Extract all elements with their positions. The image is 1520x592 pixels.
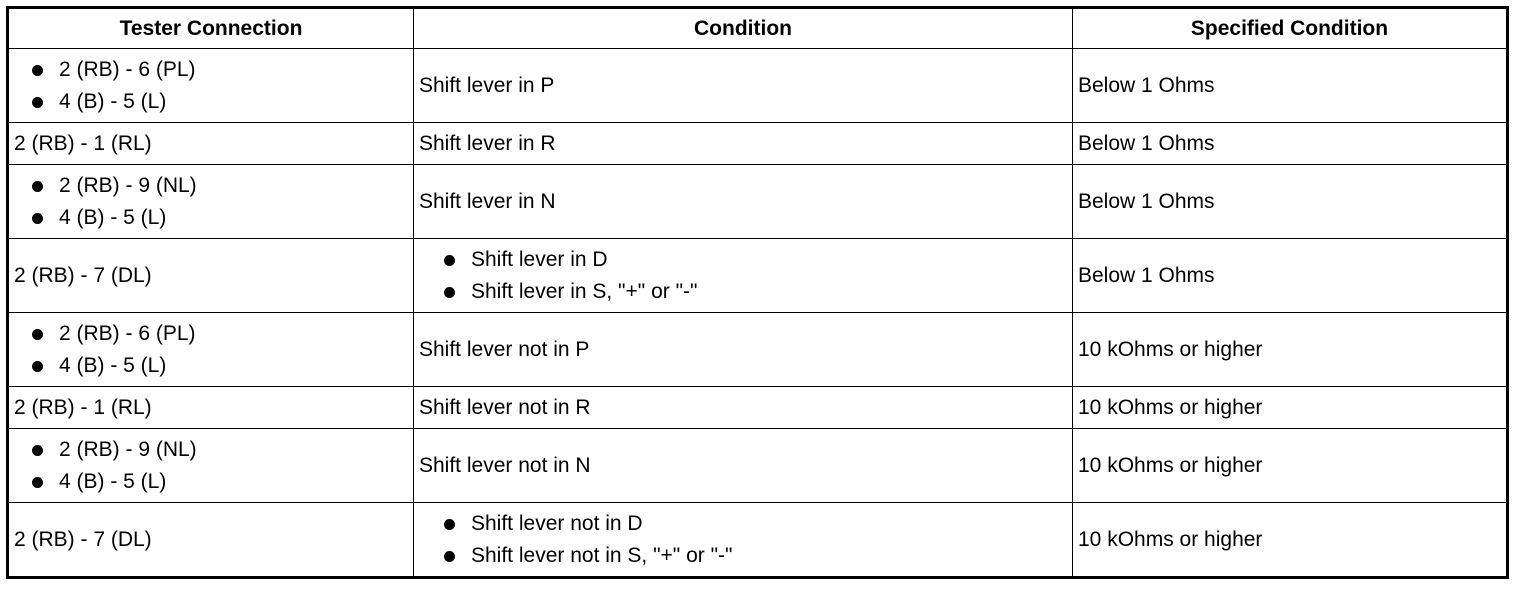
bullet-list (419, 244, 1067, 308)
specified-condition-cell: 10 kOhms or higher (1073, 429, 1508, 503)
table-row (8, 49, 1508, 123)
tester-connection-cell-text: 2 (RB) - 7 (DL) (14, 527, 152, 551)
bullet-list (14, 318, 408, 382)
condition-cell (414, 165, 1073, 239)
tester-connection-cell (8, 49, 414, 123)
header-condition: Condition (414, 8, 1073, 49)
specified-condition-cell: Below 1 Ohms (1073, 123, 1508, 165)
specified-condition-cell: 10 kOhms or higher (1073, 503, 1508, 578)
tester-connection-cell-text: 2 (RB) - 1 (RL) (14, 131, 152, 155)
specified-condition-cell: Below 1 Ohms (1073, 239, 1508, 313)
condition-cell (414, 387, 1073, 429)
table-row (8, 165, 1508, 239)
table-row (8, 387, 1508, 429)
table-body (8, 49, 1508, 578)
bullet-list (14, 54, 408, 118)
bullet-item: 4 (B) - 5 (L) (14, 86, 408, 118)
tester-connection-cell (8, 429, 414, 503)
header-specified-condition: Specified Condition (1073, 8, 1508, 49)
condition-cell-text: Shift lever not in P (419, 337, 590, 361)
bullet-item: 2 (RB) - 6 (PL) (14, 54, 408, 86)
bullet-item: 4 (B) - 5 (L) (14, 350, 408, 382)
table-row (8, 429, 1508, 503)
tester-connection-cell (8, 313, 414, 387)
tester-connection-cell (8, 165, 414, 239)
bullet-item: Shift lever not in D (419, 508, 1067, 540)
bullet-item: Shift lever in D (419, 244, 1067, 276)
tester-connection-cell (8, 503, 414, 578)
bullet-list (14, 434, 408, 498)
tester-connection-cell (8, 387, 414, 429)
condition-cell-text: Shift lever not in N (419, 453, 591, 477)
bullet-item: Shift lever in S, "+" or "-" (419, 276, 1067, 308)
condition-cell (414, 429, 1073, 503)
header-row (8, 8, 1508, 49)
condition-cell (414, 239, 1073, 313)
specified-condition-cell: Below 1 Ohms (1073, 165, 1508, 239)
specified-condition-cell: 10 kOhms or higher (1073, 387, 1508, 429)
spec-table (6, 6, 1509, 579)
table-row (8, 313, 1508, 387)
bullet-list (419, 508, 1067, 572)
condition-cell-text: Shift lever not in R (419, 395, 591, 419)
bullet-item: Shift lever not in S, "+" or "-" (419, 540, 1067, 572)
header-tester-connection: Tester Connection (8, 8, 414, 49)
tester-connection-cell (8, 239, 414, 313)
condition-cell (414, 123, 1073, 165)
condition-cell-text: Shift lever in P (419, 73, 555, 97)
specified-condition-cell: Below 1 Ohms (1073, 49, 1508, 123)
bullet-item: 2 (RB) - 6 (PL) (14, 318, 408, 350)
tester-connection-cell-text: 2 (RB) - 7 (DL) (14, 263, 152, 287)
bullet-item: 2 (RB) - 9 (NL) (14, 434, 408, 466)
condition-cell-text: Shift lever in R (419, 131, 556, 155)
tester-connection-cell-text: 2 (RB) - 1 (RL) (14, 395, 152, 419)
bullet-item: 4 (B) - 5 (L) (14, 466, 408, 498)
table-row (8, 123, 1508, 165)
bullet-item: 2 (RB) - 9 (NL) (14, 170, 408, 202)
condition-cell (414, 313, 1073, 387)
bullet-item: 4 (B) - 5 (L) (14, 202, 408, 234)
condition-cell-text: Shift lever in N (419, 189, 556, 213)
specified-condition-cell: 10 kOhms or higher (1073, 313, 1508, 387)
bullet-list (14, 170, 408, 234)
tester-connection-cell (8, 123, 414, 165)
table-row (8, 239, 1508, 313)
condition-cell (414, 49, 1073, 123)
table-row (8, 503, 1508, 578)
condition-cell (414, 503, 1073, 578)
